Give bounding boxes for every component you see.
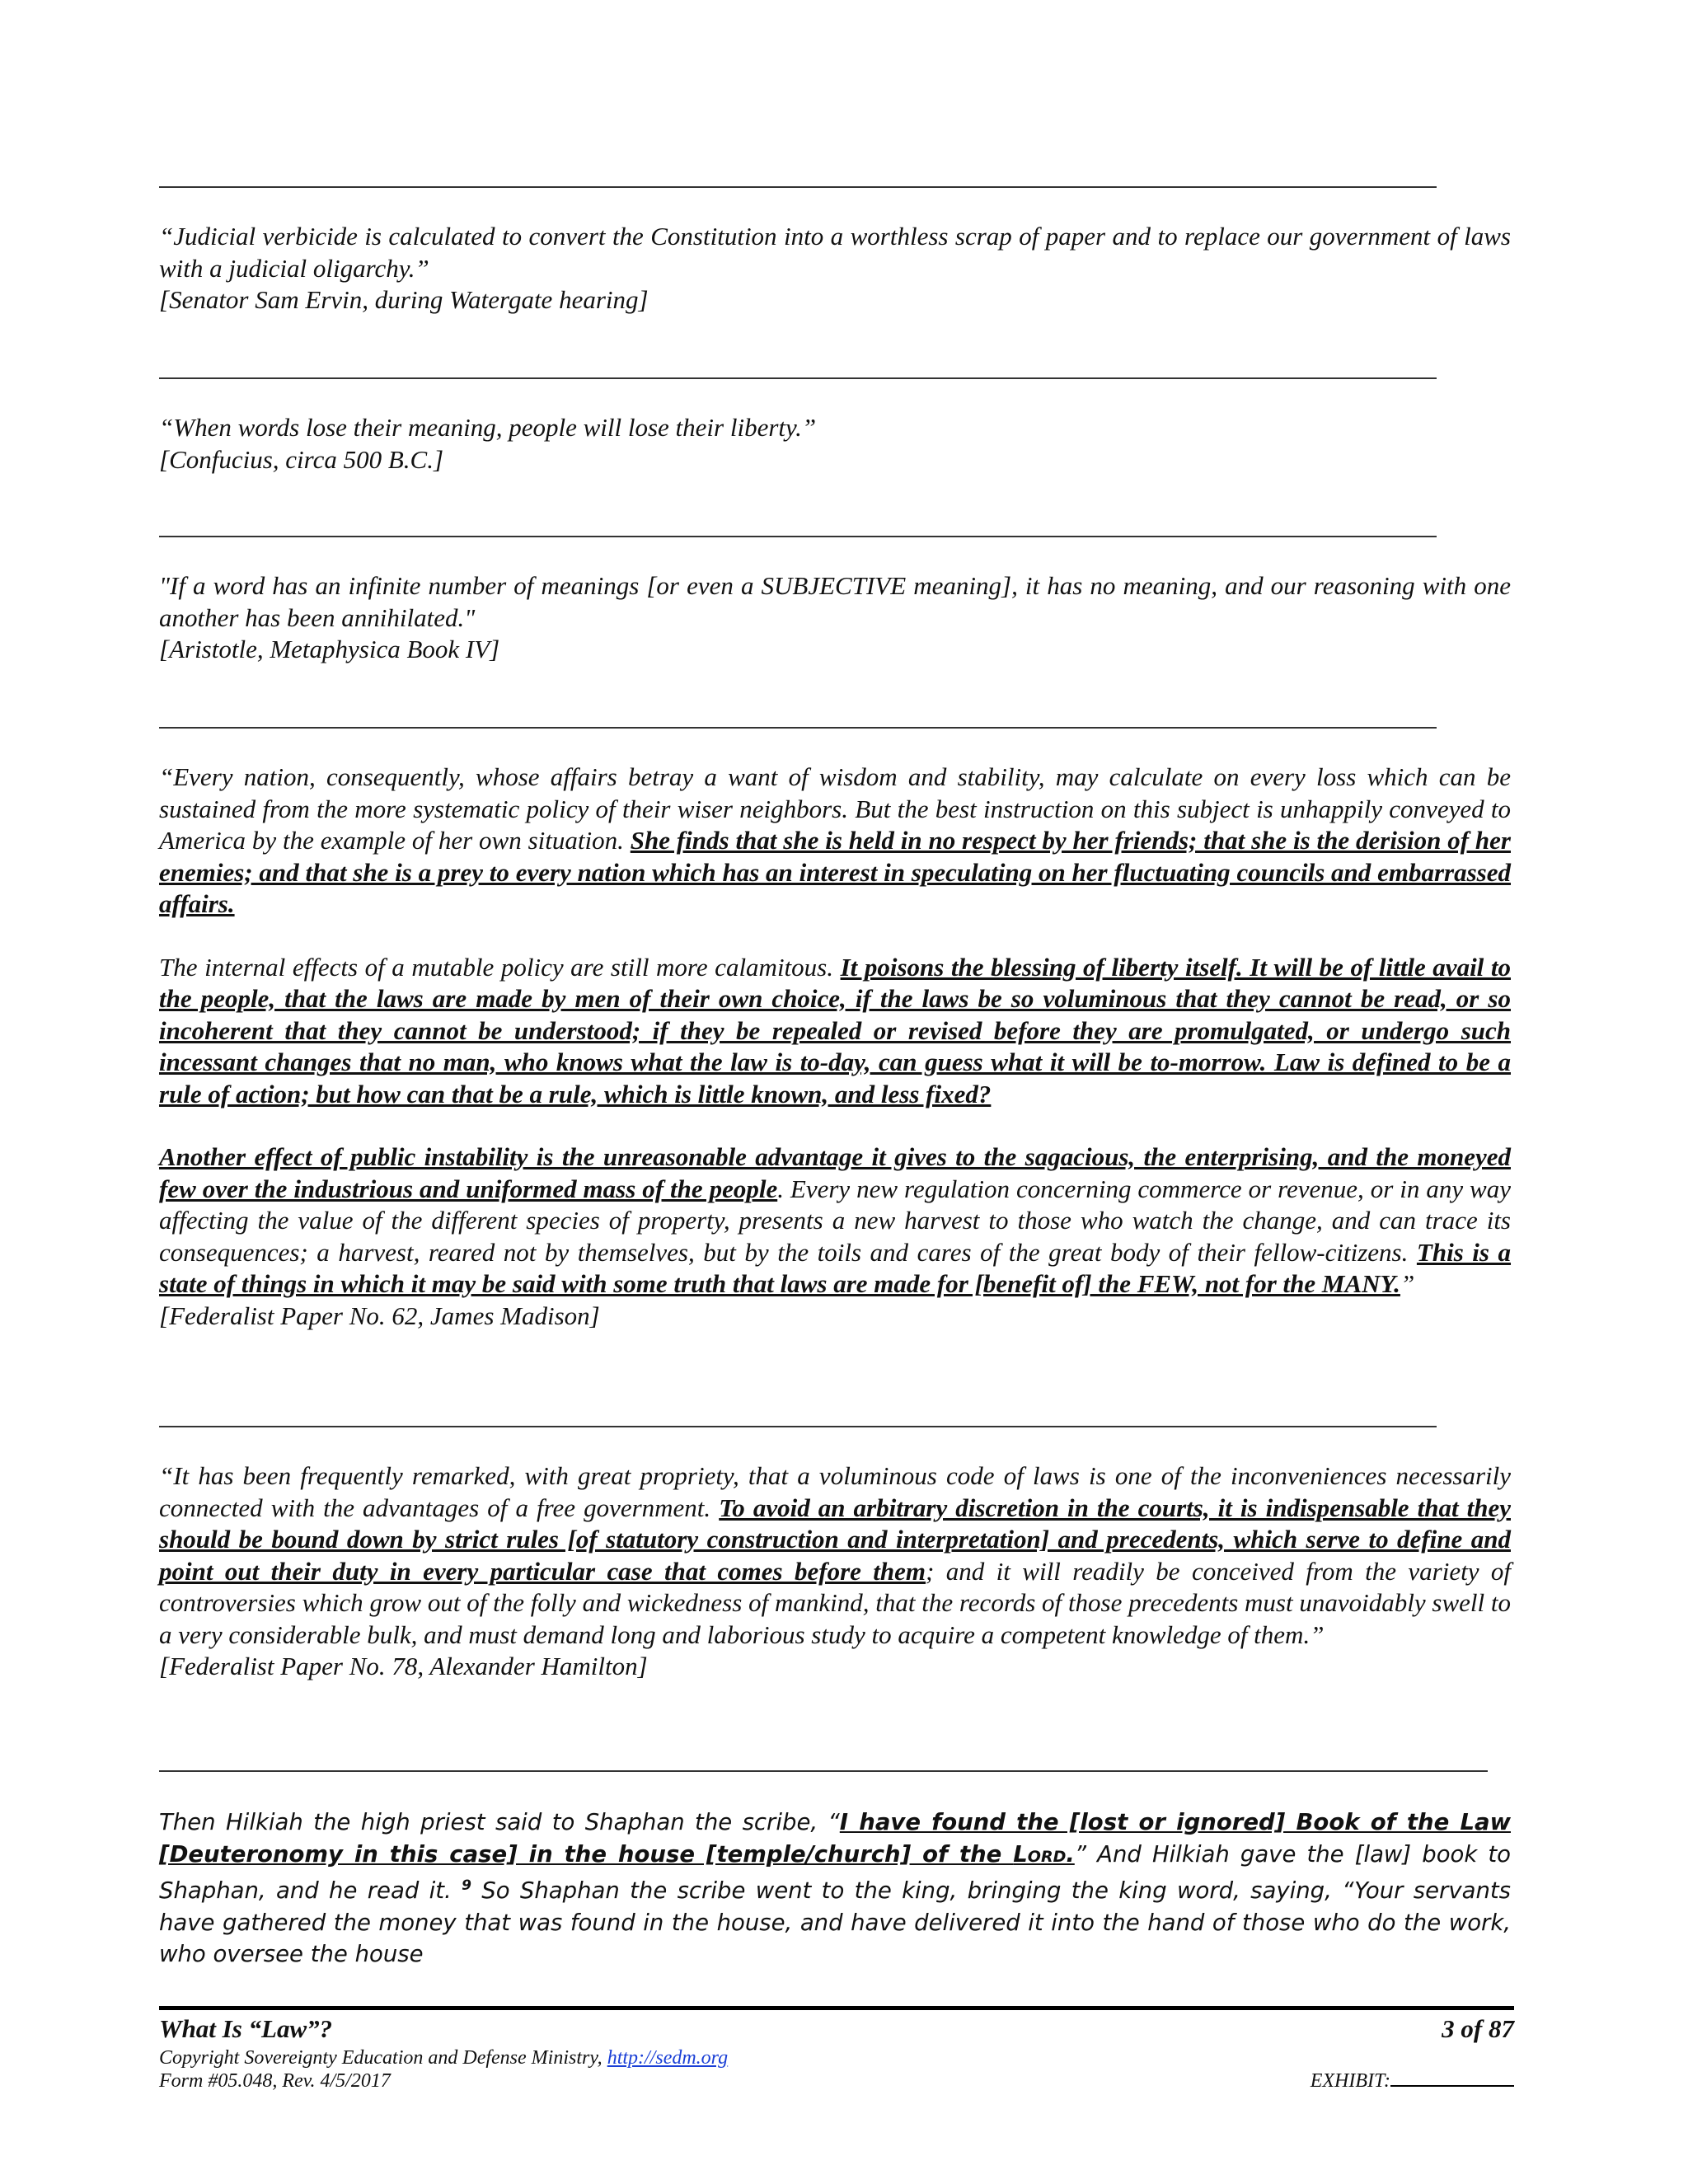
quote-source: [Aristotle, Metaphysica Book IV] bbox=[159, 635, 500, 663]
separator-line bbox=[159, 536, 1437, 537]
separator-line bbox=[159, 1770, 1488, 1772]
page-number: 3 of 87 bbox=[1442, 2014, 1514, 2043]
quote-text: “Judicial verbicide is calculated to convert the Constitution into a worthless scrap of paper and to replace our government of laws with a judicial oligarchy.” bbox=[159, 222, 1511, 283]
footer-title: What Is “Law”? bbox=[159, 2014, 333, 2043]
quote-paragraph: The internal effects of a mutable policy are still more calamitous. It poisons the blessing of liberty itself. It will be of little avail to the people, that the laws are made by men of their own choice, if the laws be so voluminous that they cannot be read, or so incoherent that they cannot be understood; if they be repealed or revised before they are promulgated, or undergo such incessant changes that no man, who knows what the law is to-day, can guess what it will be to-morrow. Law is defined to be a rule of action; but how can that be a rule, which is little known, and less fixed? bbox=[159, 952, 1511, 1108]
quote-source: [Confucius, circa 500 B.C.] bbox=[159, 444, 444, 474]
quote-ervin bbox=[159, 221, 1511, 316]
quote-paragraph: Then Hilkiah the high priest said to Shaphan the scribe, “I have found the [lost or ignored] Book of the Law [Deuteronomy in this case] in the house [temple/church] of the Lord.” And Hilkiah gave the [law] book to Shaphan, and he read it. $^9$ So Shaphan the scribe went to the king, bringing the king word, saying, “Your servants have gathered the money that was found in the house, and have delivered it into the hand of those who do the work, who oversee the house bbox=[159, 1809, 1512, 1968]
emphasis-text: She finds that she is held in no respect by her friends; that she is the derision of her enemies; and that she is a prey to every nation which has an interest in speculating on her fluctuating councils and embarrassed affairs. bbox=[159, 826, 1511, 918]
emphasis-text: I have found the [lost or ignored] Book of the Law [Deuteronomy in this case] in the house [temple/church] of the Lord. bbox=[159, 1809, 1511, 1868]
quote-source: [Federalist Paper No. 62, James Madison] bbox=[159, 1301, 600, 1330]
footer-exhibit: EXHIBIT: bbox=[1311, 2069, 1514, 2093]
quote-aristotle bbox=[159, 570, 1511, 666]
quote-text: “When words lose their meaning, people will lose their liberty.” bbox=[159, 413, 817, 442]
quote-source: [Senator Sam Ervin, during Watergate hearing] bbox=[159, 285, 649, 314]
separator-line bbox=[159, 186, 1437, 188]
separator-line bbox=[159, 1426, 1437, 1427]
verse-number: 9 bbox=[462, 1877, 471, 1894]
emphasis-text: Another effect of public instability is the unreasonable advantage it gives to the sagacious, the enterprising, and the moneyed few over the industrious and uniformed mass of the people bbox=[159, 1142, 1511, 1203]
separator-line bbox=[159, 377, 1437, 379]
emphasis-text: It poisons the blessing of liberty itself. It will be of little avail to the people, that the laws are made by men of their own choice, if the laws be so voluminous that they cannot be read, or so incoherent that they cannot be understood; if they be repealed or revised before they are promulgated, or undergo such incessant changes that no man, who knows what the law is to-day, can guess what it will be to-morrow. Law is defined to be a rule of action; but how can that be a rule, which is little known, and less fixed? bbox=[159, 952, 1511, 1108]
footer-copyright: Copyright Sovereignty Education and Defense Ministry, http://sedm.org bbox=[159, 2047, 729, 2069]
quote-confucius bbox=[159, 412, 1511, 476]
footer-rule bbox=[159, 2006, 1514, 2010]
quote-source: [Federalist Paper No. 78, Alexander Hamilton] bbox=[159, 1652, 648, 1680]
quote-paragraph: Another effect of public instability is the unreasonable advantage it gives to the sagacious, the enterprising, and the moneyed few over the industrious and uniformed mass of the people. Every new regulation concerning commerce or revenue, or in any way affecting the value of the different species of property, presents a new harvest to those who watch the change, and can trace its consequences; a harvest, reared not by themselves, but by the toils and cares of the great body of their fellow-citizens. This is a state of things in which it may be said with some truth that laws are made for [benefit of] the FEW, not for the MANY.” bbox=[159, 1142, 1512, 1298]
emphasis-text: This is a state of things in which it may be said with some truth that laws are made for [benefit of] the FEW, not for the MANY. bbox=[159, 1237, 1512, 1298]
quote-paragraph: “It has been frequently remarked, with great propriety, that a voluminous code of laws is one of the inconveniences necessarily connected with the advantages of a free government. To avoid an arbitrary discretion in the courts, it is indispensable that they should be bound down by strict rules [of statutory construction and interpretation] and precedents, which serve to define and point out their duty in every particular case that comes before them; and it will readily be conceived from the variety of controversies which grow out of the folly and wickedness of mankind, that the records of those precedents must unavoidably swell to a very considerable bulk, and must demand long and laborious study to acquire a competent knowledge of them.” bbox=[159, 1461, 1511, 1649]
quote-hamilton bbox=[159, 1460, 1511, 1683]
quote-paragraph: “Every nation, consequently, whose affairs betray a want of wisdom and stability, may calculate on every loss which can be sustained from the more systematic policy of their wiser neighbors. But the best instruction on this subject is unhappily conveyed to America by the example of her own situation. She finds that she is held in no respect by her friends; that she is the derision of her enemies; and that she is a prey to every nation which has an interest in speculating on her fluctuating councils and embarrassed affairs. bbox=[159, 762, 1511, 918]
sedm-link[interactable]: http://sedm.org bbox=[607, 2047, 729, 2069]
emphasis-text: To avoid an arbitrary discretion in the courts, it is indispensable that they should be bound down by strict rules [of statutory construction and interpretation] and precedents, which serve to define and point out their duty in every particular case that comes before them bbox=[159, 1493, 1511, 1586]
quote-text: "If a word has an infinite number of meanings [or even a SUBJECTIVE meaning], it has no meaning, and our reasoning with one another has been annihilated." bbox=[159, 571, 1511, 632]
scripture-passage bbox=[159, 1807, 1511, 1971]
separator-line bbox=[159, 727, 1437, 729]
exhibit-blank bbox=[1390, 2069, 1514, 2087]
quote-madison bbox=[159, 762, 1511, 1332]
footer-form: Form #05.048, Rev. 4/5/2017 bbox=[159, 2070, 391, 2092]
